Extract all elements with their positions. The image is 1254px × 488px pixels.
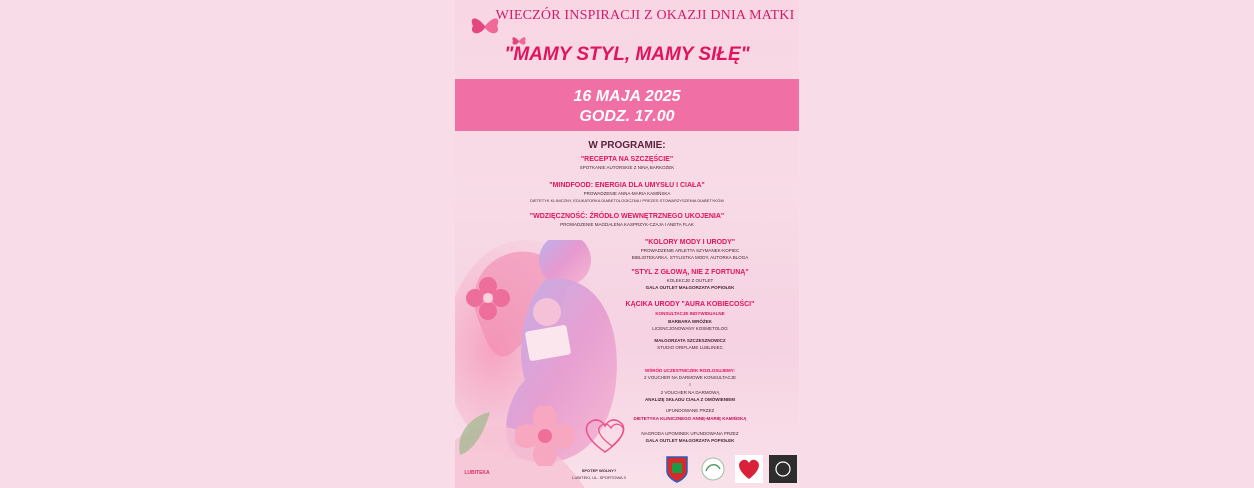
program-item-title: "MINDFOOD: ENERGIA DLA UMYSŁU I CIAŁA" <box>549 182 705 189</box>
program-item-detail: BARBARA WRÓŻEK <box>668 319 712 324</box>
event-headline: WIECZÓR INSPIRACJI Z OKAZJI DNIA MATKI <box>495 8 795 23</box>
raffle-line: GALA OUTLET MAŁGORZATA POPIOŁEK <box>645 438 735 443</box>
heart-outline-icon <box>580 416 630 456</box>
program-item-detail: PROWADZENIE ARLETTA SZYMANEK-KOPIEC <box>640 248 740 253</box>
program-item-title: "RECEPTA NA SZCZĘŚCIE" <box>580 156 674 163</box>
program-item-detail: KONSULTACJE INDYWIDUALNE <box>655 311 725 316</box>
program-item-title: "KOLORY MODY I URODY" <box>644 239 736 246</box>
dark-square-logo <box>769 455 797 483</box>
program-item-detail: PROWADZENIE MAGDALENA KASPRZYK-CZAJA I ANETA FLAK <box>560 222 694 227</box>
event-slogan: "MAMY STYL, MAMY SIŁĘ" <box>504 44 750 65</box>
program-item-detail: GALA OUTLET MAŁGORZATA POPIOŁEK <box>645 285 735 290</box>
program-item-title: "STYL Z GŁOWĄ, NIE Z FORTUNĄ" <box>631 269 749 276</box>
program-item-detail: KOLEKCJE Z OUTLET <box>666 278 714 283</box>
leaf-decoration <box>455 410 495 460</box>
venue-name: SPOTEP WOLNY? <box>581 468 617 473</box>
program-item-detail: MAŁGORZATA SZCZESZNOWICZ <box>654 338 726 343</box>
library-logo: LUBITEKA <box>464 470 490 476</box>
program-heading: W PROGRAMIE: <box>588 140 666 151</box>
raffle-line: 2 VOUCHER NA DARMOWE KONSULTACJE <box>643 375 737 380</box>
program-item-detail: BIBLIOTEKARKA, STYLISTKA MODY, AUTORKA BLOGA <box>631 255 749 260</box>
venue-address: LUBITEKI, UL. SPORTOWA 3 <box>572 475 626 480</box>
raffle-line: WŚRÓD UCZESTNICZEK ROZLOSUJEMY: <box>645 368 735 373</box>
program-item-title: "WDZIĘCZNOŚĆ: ŹRÓDŁO WEWNĘTRZNEGO UKOJENIA" <box>529 213 725 220</box>
event-date: 16 MAJA 2025 <box>573 88 681 105</box>
event-time: GODZ. 17.00 <box>579 108 675 125</box>
flower-icon <box>465 276 511 322</box>
raffle-line: ANALIZĘ SKŁADU CIAŁA Z OMÓWIENIEM <box>644 397 736 402</box>
raffle-line: UFUNDOWANE PRZEZ <box>665 408 715 413</box>
program-item-detail: SPOTKANIE AUTORSKIE Z NINĄ BARKOŻEK <box>579 165 675 170</box>
raffle-line: NAGRODA UPOMINEK UFUNDOWANA PRZEZ <box>641 431 739 436</box>
flower-icon <box>515 406 575 466</box>
program-item-title: KĄCIKA URODY "AURA KOBIECOŚCI" <box>625 301 755 308</box>
program-item-detail: STUDIO ORIFLAME LUBLINIEC <box>657 345 723 350</box>
raffle-line: DIETETYKA KLINICZNEGO ANNĘ-MARIĘ KAMIŃSKĄ <box>633 416 747 421</box>
program-item-detail: DIETETYK KLINICZNY, EDUKATORKA DIABETOLOGICZNA I PREZES STOWARZYSZENIA DIABETYKÓW <box>530 198 724 203</box>
event-poster <box>455 0 799 488</box>
raffle-line: I <box>689 382 691 387</box>
red-heart-logo <box>735 455 763 483</box>
raffle-line: 2 VOUCHER NA DARMOWĄ <box>660 390 720 395</box>
program-item-detail: LICENCJONOWANY KOSMETOLOG <box>652 326 728 331</box>
program-item-detail: PROWADZENIE ANNA-MARIA KAMIŃSKA <box>583 191 671 196</box>
association-logo <box>701 457 725 481</box>
coat-of-arms-logo <box>665 455 689 483</box>
